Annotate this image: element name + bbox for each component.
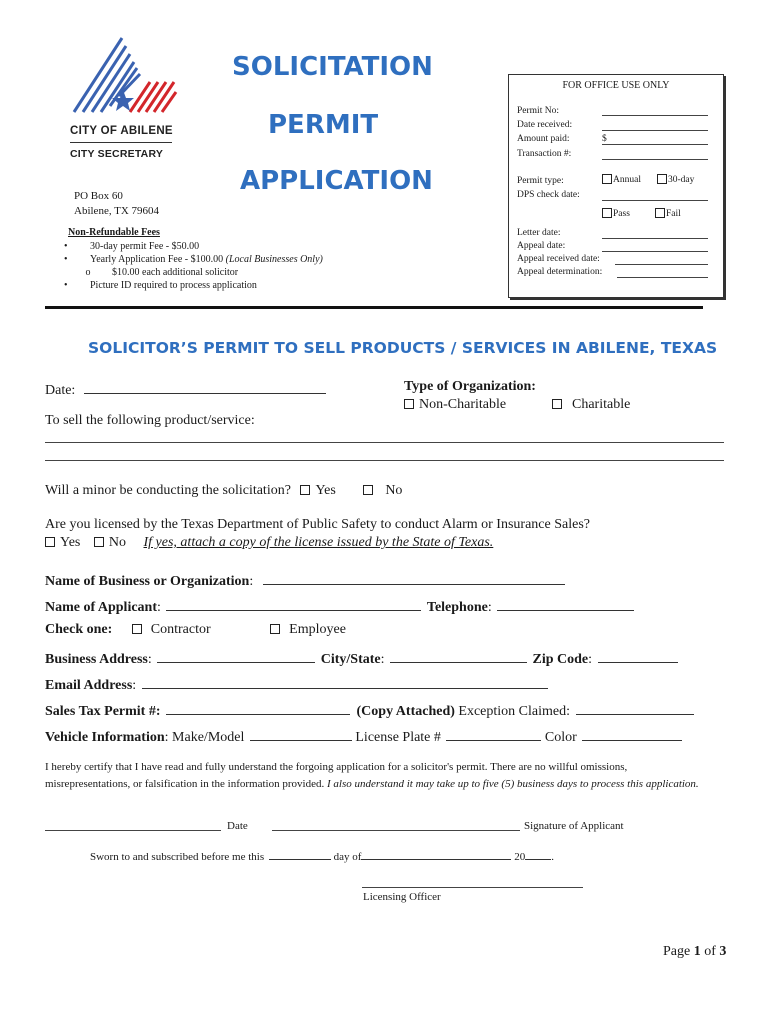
appeal-determination-field[interactable] [617, 277, 708, 278]
license-plate-field[interactable] [446, 726, 541, 741]
fee-item: • Picture ID required to process application [64, 280, 257, 291]
licensed-no-label: No [108, 535, 126, 550]
licensed-yes-option[interactable] [45, 535, 80, 550]
header-divider [45, 306, 703, 309]
sworn-label: Sworn to and subscribed before me this [90, 851, 265, 863]
fee-30day: 30-day permit Fee - $50.00 [90, 241, 200, 252]
zip-code-field[interactable] [598, 648, 678, 663]
applicant-name-field[interactable] [166, 596, 421, 611]
page-current: 1 [693, 944, 701, 959]
city-logo [70, 34, 180, 164]
product-field-line-2[interactable] [45, 460, 724, 461]
telephone-label: Telephone [426, 600, 488, 615]
licensed-no-checkbox[interactable] [94, 537, 104, 547]
email-field[interactable] [142, 674, 548, 689]
licensed-yes-checkbox[interactable] [45, 537, 55, 547]
sales-tax-field[interactable] [166, 700, 350, 715]
annual-checkbox[interactable] [602, 174, 612, 184]
fee-additional: $10.00 each additional solicitor [112, 267, 239, 278]
sworn-row: Sworn to and subscribed before me this day of 20 . [90, 851, 554, 863]
certify-statement: I hereby certify that I have read and fully understand the forgoing application for a solicitor's permit. There are no willful omissions, misrepresentations, or falsification in the information provided. [45, 761, 628, 790]
applicant-name-label: Name of Applicant [45, 600, 157, 615]
employee-checkbox[interactable] [270, 624, 280, 634]
certification-text [45, 759, 715, 792]
page-total: 3 [719, 944, 727, 959]
amount-paid-field[interactable] [602, 144, 708, 145]
sub-bullet: o [85, 267, 91, 278]
check-one-label: Check one: [45, 622, 113, 637]
thirty-day-option[interactable] [657, 175, 694, 185]
date-field[interactable] [84, 379, 326, 394]
date-signature-field[interactable] [45, 830, 221, 831]
licensed-question: Are you licensed by the Texas Department of Public Safety to conduct Alarm or Insurance Sales? [45, 517, 590, 532]
applicant-signature-field[interactable] [272, 830, 520, 831]
date-label: Date: [45, 383, 76, 398]
fee-picture-id: Picture ID required to process application [90, 280, 257, 291]
business-address-field[interactable] [157, 648, 315, 663]
permit-no-field[interactable] [602, 115, 708, 116]
permit-type-label: Permit type: [517, 176, 564, 186]
minor-question-row [45, 483, 402, 499]
exception-field[interactable] [576, 700, 694, 715]
minor-question: Will a minor be conducting the solicitation? [45, 483, 291, 498]
minor-no-checkbox[interactable] [363, 485, 373, 495]
sales-tax-row: Sales Tax Permit #: (Copy Attached) Exception Claimed: [45, 700, 694, 720]
sworn-day-field[interactable] [269, 849, 331, 860]
license-plate-label: License Plate # [355, 730, 441, 745]
licensing-officer-signature-field[interactable] [362, 887, 583, 888]
employee-label: Employee [289, 622, 346, 637]
letter-date-label: Letter date: [517, 228, 561, 238]
abilene-logo-icon [70, 34, 180, 114]
product-field-line-1[interactable] [45, 442, 724, 443]
fail-label: Fail [666, 209, 681, 220]
thirty-day-checkbox[interactable] [657, 174, 667, 184]
fee-yearly: Yearly Application Fee - $100.00 [90, 254, 226, 265]
certify-processing-note: I also understand it may take up to five (5) business days to process this application. [326, 777, 699, 790]
pass-option[interactable] [602, 209, 630, 219]
minor-no-label: No [385, 483, 403, 498]
fail-checkbox[interactable] [655, 208, 665, 218]
dps-check-label: DPS check date: [517, 190, 580, 200]
sales-tax-label: Sales Tax Permit #: [45, 704, 161, 719]
licensing-officer-label: Licensing Officer [363, 891, 441, 903]
date-signature-label: Date [227, 820, 248, 832]
business-name-label: Name of Business or Organization [45, 574, 250, 589]
sworn-month-field[interactable] [361, 849, 511, 860]
thirty-day-label: 30-day [668, 175, 695, 186]
make-model-label: Make/Model [172, 730, 245, 745]
minor-yes-label: Yes [315, 483, 336, 498]
office-heading: FOR OFFICE USE ONLY [562, 80, 670, 91]
city-zip: Abilene, TX 79604 [74, 205, 160, 217]
title-line-3: APPLICATION [240, 166, 433, 196]
charitable-checkbox[interactable] [552, 399, 562, 409]
business-address-label: Business Address [45, 652, 148, 667]
letter-date-field[interactable] [602, 238, 708, 239]
fees-heading: Non-Refundable Fees [68, 227, 160, 238]
page-number [663, 944, 726, 960]
dps-check-field[interactable] [602, 200, 708, 201]
licensed-no-option[interactable] [94, 535, 126, 550]
employee-option[interactable] [270, 622, 346, 637]
applicant-row: Name of Applicant: Telephone: [45, 596, 634, 616]
fail-option[interactable] [655, 209, 681, 219]
date-row [45, 379, 326, 399]
appeal-received-label: Appeal received date: [517, 254, 600, 264]
email-row: Email Address: [45, 674, 548, 694]
sworn-year-field[interactable] [525, 849, 551, 860]
exception-label: Exception Claimed: [458, 704, 570, 719]
city-state-field[interactable] [390, 648, 527, 663]
charitable-label: Charitable [572, 397, 631, 412]
vehicle-label: Vehicle Information [45, 730, 165, 745]
fees-list [64, 240, 364, 292]
minor-no-option[interactable] [363, 483, 402, 498]
charitable-option[interactable] [552, 397, 630, 413]
city-state-label: City/State [320, 652, 381, 667]
telephone-field[interactable] [497, 596, 634, 611]
copy-attached-label: Copy Attached [361, 704, 451, 719]
appeal-received-field[interactable] [615, 264, 708, 265]
office-use-box [508, 74, 724, 298]
logo-dept-name: CITY SECRETARY [70, 148, 164, 160]
minor-yes-checkbox[interactable] [300, 485, 310, 495]
minor-yes-option[interactable] [300, 483, 335, 498]
po-box: PO Box 60 [74, 190, 123, 202]
product-label: To sell the following product/service: [45, 413, 255, 428]
day-of-label: day of [333, 851, 362, 863]
fee-subitem [64, 266, 364, 279]
non-charitable-option[interactable] [404, 397, 506, 413]
year-prefix-label: 20 [514, 851, 526, 863]
non-charitable-checkbox[interactable] [404, 399, 414, 409]
business-name-field[interactable] [263, 570, 565, 585]
pass-label: Pass [613, 209, 630, 220]
licensed-yes-label: Yes [60, 535, 81, 550]
color-label: Color [544, 730, 577, 745]
fee-item: • Yearly Application Fee - $100.00 (Local Businesses Only) [64, 254, 323, 265]
transaction-label: Transaction #: [517, 149, 572, 159]
zip-code-label: Zip Code [532, 652, 589, 667]
permit-no-label: Permit No: [517, 106, 559, 116]
contractor-option[interactable] [132, 622, 211, 637]
annual-option[interactable] [602, 175, 641, 185]
pass-checkbox[interactable] [602, 208, 612, 218]
date-received-label: Date received: [517, 120, 573, 130]
email-label: Email Address [45, 678, 133, 693]
address-row: Business Address: City/State: Zip Code: [45, 648, 678, 668]
title-line-1: SOLICITATION [232, 52, 433, 82]
check-one-row [45, 622, 346, 638]
make-model-field[interactable] [250, 726, 352, 741]
business-name-row: Name of Business or Organization: [45, 570, 565, 590]
licensed-answer-row [45, 535, 493, 551]
fee-item: • 30-day permit Fee - $50.00 [64, 241, 200, 252]
applicant-signature-label: Signature of Applicant [524, 820, 624, 832]
date-received-field[interactable] [602, 130, 708, 131]
logo-divider [70, 142, 172, 143]
contractor-checkbox[interactable] [132, 624, 142, 634]
logo-org-name: CITY OF ABILENE [70, 125, 173, 137]
fee-yearly-note: (Local Businesses Only) [225, 254, 323, 265]
page-label: Page [663, 944, 691, 959]
color-field[interactable] [582, 726, 682, 741]
vehicle-row: Vehicle Information: Make/Model License Plate # Color [45, 726, 682, 746]
non-charitable-label: Non-Charitable [419, 397, 507, 412]
appeal-date-label: Appeal date: [517, 241, 566, 251]
appeal-determination-label: Appeal determination: [517, 267, 603, 277]
appeal-date-field[interactable] [602, 251, 708, 252]
transaction-field[interactable] [602, 159, 708, 160]
page-of-label: of [704, 944, 716, 959]
licensed-note: If yes, attach a copy of the license issued by the State of Texas. [143, 535, 494, 550]
contractor-label: Contractor [150, 622, 211, 637]
amount-paid-label: Amount paid: [517, 134, 570, 144]
title-line-2: PERMIT [268, 110, 379, 140]
type-org-label: Type of Organization: [404, 379, 536, 394]
annual-label: Annual [613, 175, 641, 186]
section-title: SOLICITOR’S PERMIT TO SELL PRODUCTS / SERVICES IN ABILENE, TEXAS [88, 339, 718, 357]
dollar-sign: $ [602, 134, 607, 144]
